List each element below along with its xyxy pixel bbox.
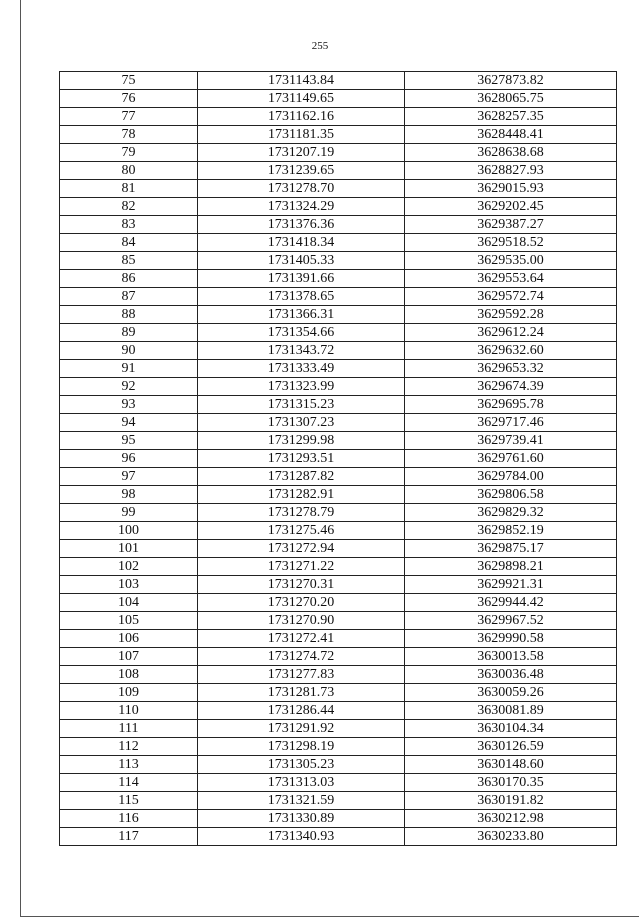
table-row	[60, 792, 617, 810]
table-row	[60, 180, 617, 198]
point-number-cell: 85	[60, 252, 198, 270]
point-number-cell: 91	[60, 360, 198, 378]
page-number: 255	[311, 40, 329, 52]
x-coordinate-cell: 1731286.44	[198, 702, 405, 720]
point-number-cell: 89	[60, 324, 198, 342]
point-number-cell: 96	[60, 450, 198, 468]
table-row	[60, 234, 617, 252]
y-coordinate-cell: 3629632.60	[405, 342, 617, 360]
table-row	[60, 504, 617, 522]
x-coordinate-cell: 1731281.73	[198, 684, 405, 702]
x-coordinate-cell: 1731391.66	[198, 270, 405, 288]
x-coordinate-cell: 1731270.20	[198, 594, 405, 612]
table-row	[60, 594, 617, 612]
y-coordinate-cell: 3629944.42	[405, 594, 617, 612]
point-number-cell: 98	[60, 486, 198, 504]
table-row	[60, 486, 617, 504]
x-coordinate-cell: 1731278.70	[198, 180, 405, 198]
x-coordinate-cell: 1731274.72	[198, 648, 405, 666]
table-row	[60, 828, 617, 846]
table-row	[60, 468, 617, 486]
table-row	[60, 324, 617, 342]
table-row	[60, 72, 617, 90]
y-coordinate-cell: 3629784.00	[405, 468, 617, 486]
x-coordinate-cell: 1731149.65	[198, 90, 405, 108]
y-coordinate-cell: 3630148.60	[405, 756, 617, 774]
point-number-cell: 82	[60, 198, 198, 216]
point-number-cell: 75	[60, 72, 198, 90]
y-coordinate-cell: 3628065.75	[405, 90, 617, 108]
table-row	[60, 396, 617, 414]
table-row	[60, 378, 617, 396]
point-number-cell: 112	[60, 738, 198, 756]
table-row	[60, 558, 617, 576]
point-number-cell: 87	[60, 288, 198, 306]
table-row	[60, 666, 617, 684]
table-row	[60, 522, 617, 540]
point-number-cell: 95	[60, 432, 198, 450]
x-coordinate-cell: 1731405.33	[198, 252, 405, 270]
table-row	[60, 342, 617, 360]
x-coordinate-cell: 1731307.23	[198, 414, 405, 432]
y-coordinate-cell: 3630126.59	[405, 738, 617, 756]
point-number-cell: 108	[60, 666, 198, 684]
x-coordinate-cell: 1731305.23	[198, 756, 405, 774]
y-coordinate-cell: 3629695.78	[405, 396, 617, 414]
y-coordinate-cell: 3629852.19	[405, 522, 617, 540]
x-coordinate-cell: 1731324.29	[198, 198, 405, 216]
x-coordinate-cell: 1731321.59	[198, 792, 405, 810]
table-row	[60, 540, 617, 558]
point-number-cell: 115	[60, 792, 198, 810]
table-row	[60, 360, 617, 378]
y-coordinate-cell: 3629761.60	[405, 450, 617, 468]
x-coordinate-cell: 1731162.16	[198, 108, 405, 126]
x-coordinate-cell: 1731287.82	[198, 468, 405, 486]
table-row	[60, 306, 617, 324]
y-coordinate-cell: 3629572.74	[405, 288, 617, 306]
y-coordinate-cell: 3630036.48	[405, 666, 617, 684]
y-coordinate-cell: 3628638.68	[405, 144, 617, 162]
x-coordinate-cell: 1731277.83	[198, 666, 405, 684]
table-row	[60, 432, 617, 450]
y-coordinate-cell: 3629535.00	[405, 252, 617, 270]
point-number-cell: 116	[60, 810, 198, 828]
x-coordinate-cell: 1731299.98	[198, 432, 405, 450]
x-coordinate-cell: 1731293.51	[198, 450, 405, 468]
point-number-cell: 104	[60, 594, 198, 612]
y-coordinate-cell: 3630212.98	[405, 810, 617, 828]
coordinates-table	[59, 71, 617, 846]
y-coordinate-cell: 3630233.80	[405, 828, 617, 846]
x-coordinate-cell: 1731181.35	[198, 126, 405, 144]
point-number-cell: 76	[60, 90, 198, 108]
x-coordinate-cell: 1731354.66	[198, 324, 405, 342]
table-row	[60, 630, 617, 648]
table-row	[60, 612, 617, 630]
point-number-cell: 114	[60, 774, 198, 792]
x-coordinate-cell: 1731418.34	[198, 234, 405, 252]
y-coordinate-cell: 3630081.89	[405, 702, 617, 720]
point-number-cell: 77	[60, 108, 198, 126]
x-coordinate-cell: 1731278.79	[198, 504, 405, 522]
table-row	[60, 108, 617, 126]
point-number-cell: 83	[60, 216, 198, 234]
y-coordinate-cell: 3628827.93	[405, 162, 617, 180]
x-coordinate-cell: 1731343.72	[198, 342, 405, 360]
point-number-cell: 99	[60, 504, 198, 522]
table-row	[60, 684, 617, 702]
y-coordinate-cell: 3629717.46	[405, 414, 617, 432]
point-number-cell: 109	[60, 684, 198, 702]
y-coordinate-cell: 3629612.24	[405, 324, 617, 342]
table-row	[60, 414, 617, 432]
y-coordinate-cell: 3629202.45	[405, 198, 617, 216]
table-row	[60, 756, 617, 774]
y-coordinate-cell: 3629990.58	[405, 630, 617, 648]
table-row	[60, 216, 617, 234]
y-coordinate-cell: 3630059.26	[405, 684, 617, 702]
y-coordinate-cell: 3630013.58	[405, 648, 617, 666]
x-coordinate-cell: 1731271.22	[198, 558, 405, 576]
x-coordinate-cell: 1731378.65	[198, 288, 405, 306]
x-coordinate-cell: 1731376.36	[198, 216, 405, 234]
y-coordinate-cell: 3629875.17	[405, 540, 617, 558]
x-coordinate-cell: 1731272.41	[198, 630, 405, 648]
x-coordinate-cell: 1731272.94	[198, 540, 405, 558]
table-row	[60, 162, 617, 180]
point-number-cell: 92	[60, 378, 198, 396]
point-number-cell: 81	[60, 180, 198, 198]
y-coordinate-cell: 3629015.93	[405, 180, 617, 198]
y-coordinate-cell: 3630170.35	[405, 774, 617, 792]
point-number-cell: 102	[60, 558, 198, 576]
x-coordinate-cell: 1731239.65	[198, 162, 405, 180]
point-number-cell: 107	[60, 648, 198, 666]
table-row	[60, 648, 617, 666]
x-coordinate-cell: 1731298.19	[198, 738, 405, 756]
y-coordinate-cell: 3630104.34	[405, 720, 617, 738]
x-coordinate-cell: 1731323.99	[198, 378, 405, 396]
point-number-cell: 90	[60, 342, 198, 360]
point-number-cell: 97	[60, 468, 198, 486]
y-coordinate-cell: 3629653.32	[405, 360, 617, 378]
y-coordinate-cell: 3629553.64	[405, 270, 617, 288]
point-number-cell: 117	[60, 828, 198, 846]
y-coordinate-cell: 3628448.41	[405, 126, 617, 144]
point-number-cell: 113	[60, 756, 198, 774]
y-coordinate-cell: 3627873.82	[405, 72, 617, 90]
y-coordinate-cell: 3629387.27	[405, 216, 617, 234]
table-row	[60, 720, 617, 738]
point-number-cell: 100	[60, 522, 198, 540]
table-row	[60, 288, 617, 306]
point-number-cell: 86	[60, 270, 198, 288]
point-number-cell: 79	[60, 144, 198, 162]
x-coordinate-cell: 1731330.89	[198, 810, 405, 828]
point-number-cell: 78	[60, 126, 198, 144]
point-number-cell: 101	[60, 540, 198, 558]
table-row	[60, 810, 617, 828]
point-number-cell: 103	[60, 576, 198, 594]
point-number-cell: 94	[60, 414, 198, 432]
point-number-cell: 93	[60, 396, 198, 414]
y-coordinate-cell: 3630191.82	[405, 792, 617, 810]
point-number-cell: 80	[60, 162, 198, 180]
coordinates-table-body	[60, 72, 617, 846]
table-row	[60, 576, 617, 594]
table-row	[60, 270, 617, 288]
table-row	[60, 738, 617, 756]
table-row	[60, 126, 617, 144]
x-coordinate-cell: 1731275.46	[198, 522, 405, 540]
point-number-cell: 84	[60, 234, 198, 252]
y-coordinate-cell: 3629921.31	[405, 576, 617, 594]
y-coordinate-cell: 3629674.39	[405, 378, 617, 396]
table-row	[60, 702, 617, 720]
x-coordinate-cell: 1731207.19	[198, 144, 405, 162]
x-coordinate-cell: 1731313.03	[198, 774, 405, 792]
x-coordinate-cell: 1731282.91	[198, 486, 405, 504]
y-coordinate-cell: 3629806.58	[405, 486, 617, 504]
x-coordinate-cell: 1731270.90	[198, 612, 405, 630]
y-coordinate-cell: 3629592.28	[405, 306, 617, 324]
y-coordinate-cell: 3629739.41	[405, 432, 617, 450]
x-coordinate-cell: 1731315.23	[198, 396, 405, 414]
table-row	[60, 252, 617, 270]
x-coordinate-cell: 1731291.92	[198, 720, 405, 738]
point-number-cell: 110	[60, 702, 198, 720]
x-coordinate-cell: 1731366.31	[198, 306, 405, 324]
x-coordinate-cell: 1731340.93	[198, 828, 405, 846]
y-coordinate-cell: 3629518.52	[405, 234, 617, 252]
table-row	[60, 450, 617, 468]
y-coordinate-cell: 3628257.35	[405, 108, 617, 126]
table-row	[60, 198, 617, 216]
x-coordinate-cell: 1731143.84	[198, 72, 405, 90]
point-number-cell: 111	[60, 720, 198, 738]
y-coordinate-cell: 3629898.21	[405, 558, 617, 576]
x-coordinate-cell: 1731270.31	[198, 576, 405, 594]
y-coordinate-cell: 3629829.32	[405, 504, 617, 522]
table-row	[60, 144, 617, 162]
point-number-cell: 106	[60, 630, 198, 648]
table-row	[60, 90, 617, 108]
x-coordinate-cell: 1731333.49	[198, 360, 405, 378]
point-number-cell: 105	[60, 612, 198, 630]
table-row	[60, 774, 617, 792]
y-coordinate-cell: 3629967.52	[405, 612, 617, 630]
point-number-cell: 88	[60, 306, 198, 324]
